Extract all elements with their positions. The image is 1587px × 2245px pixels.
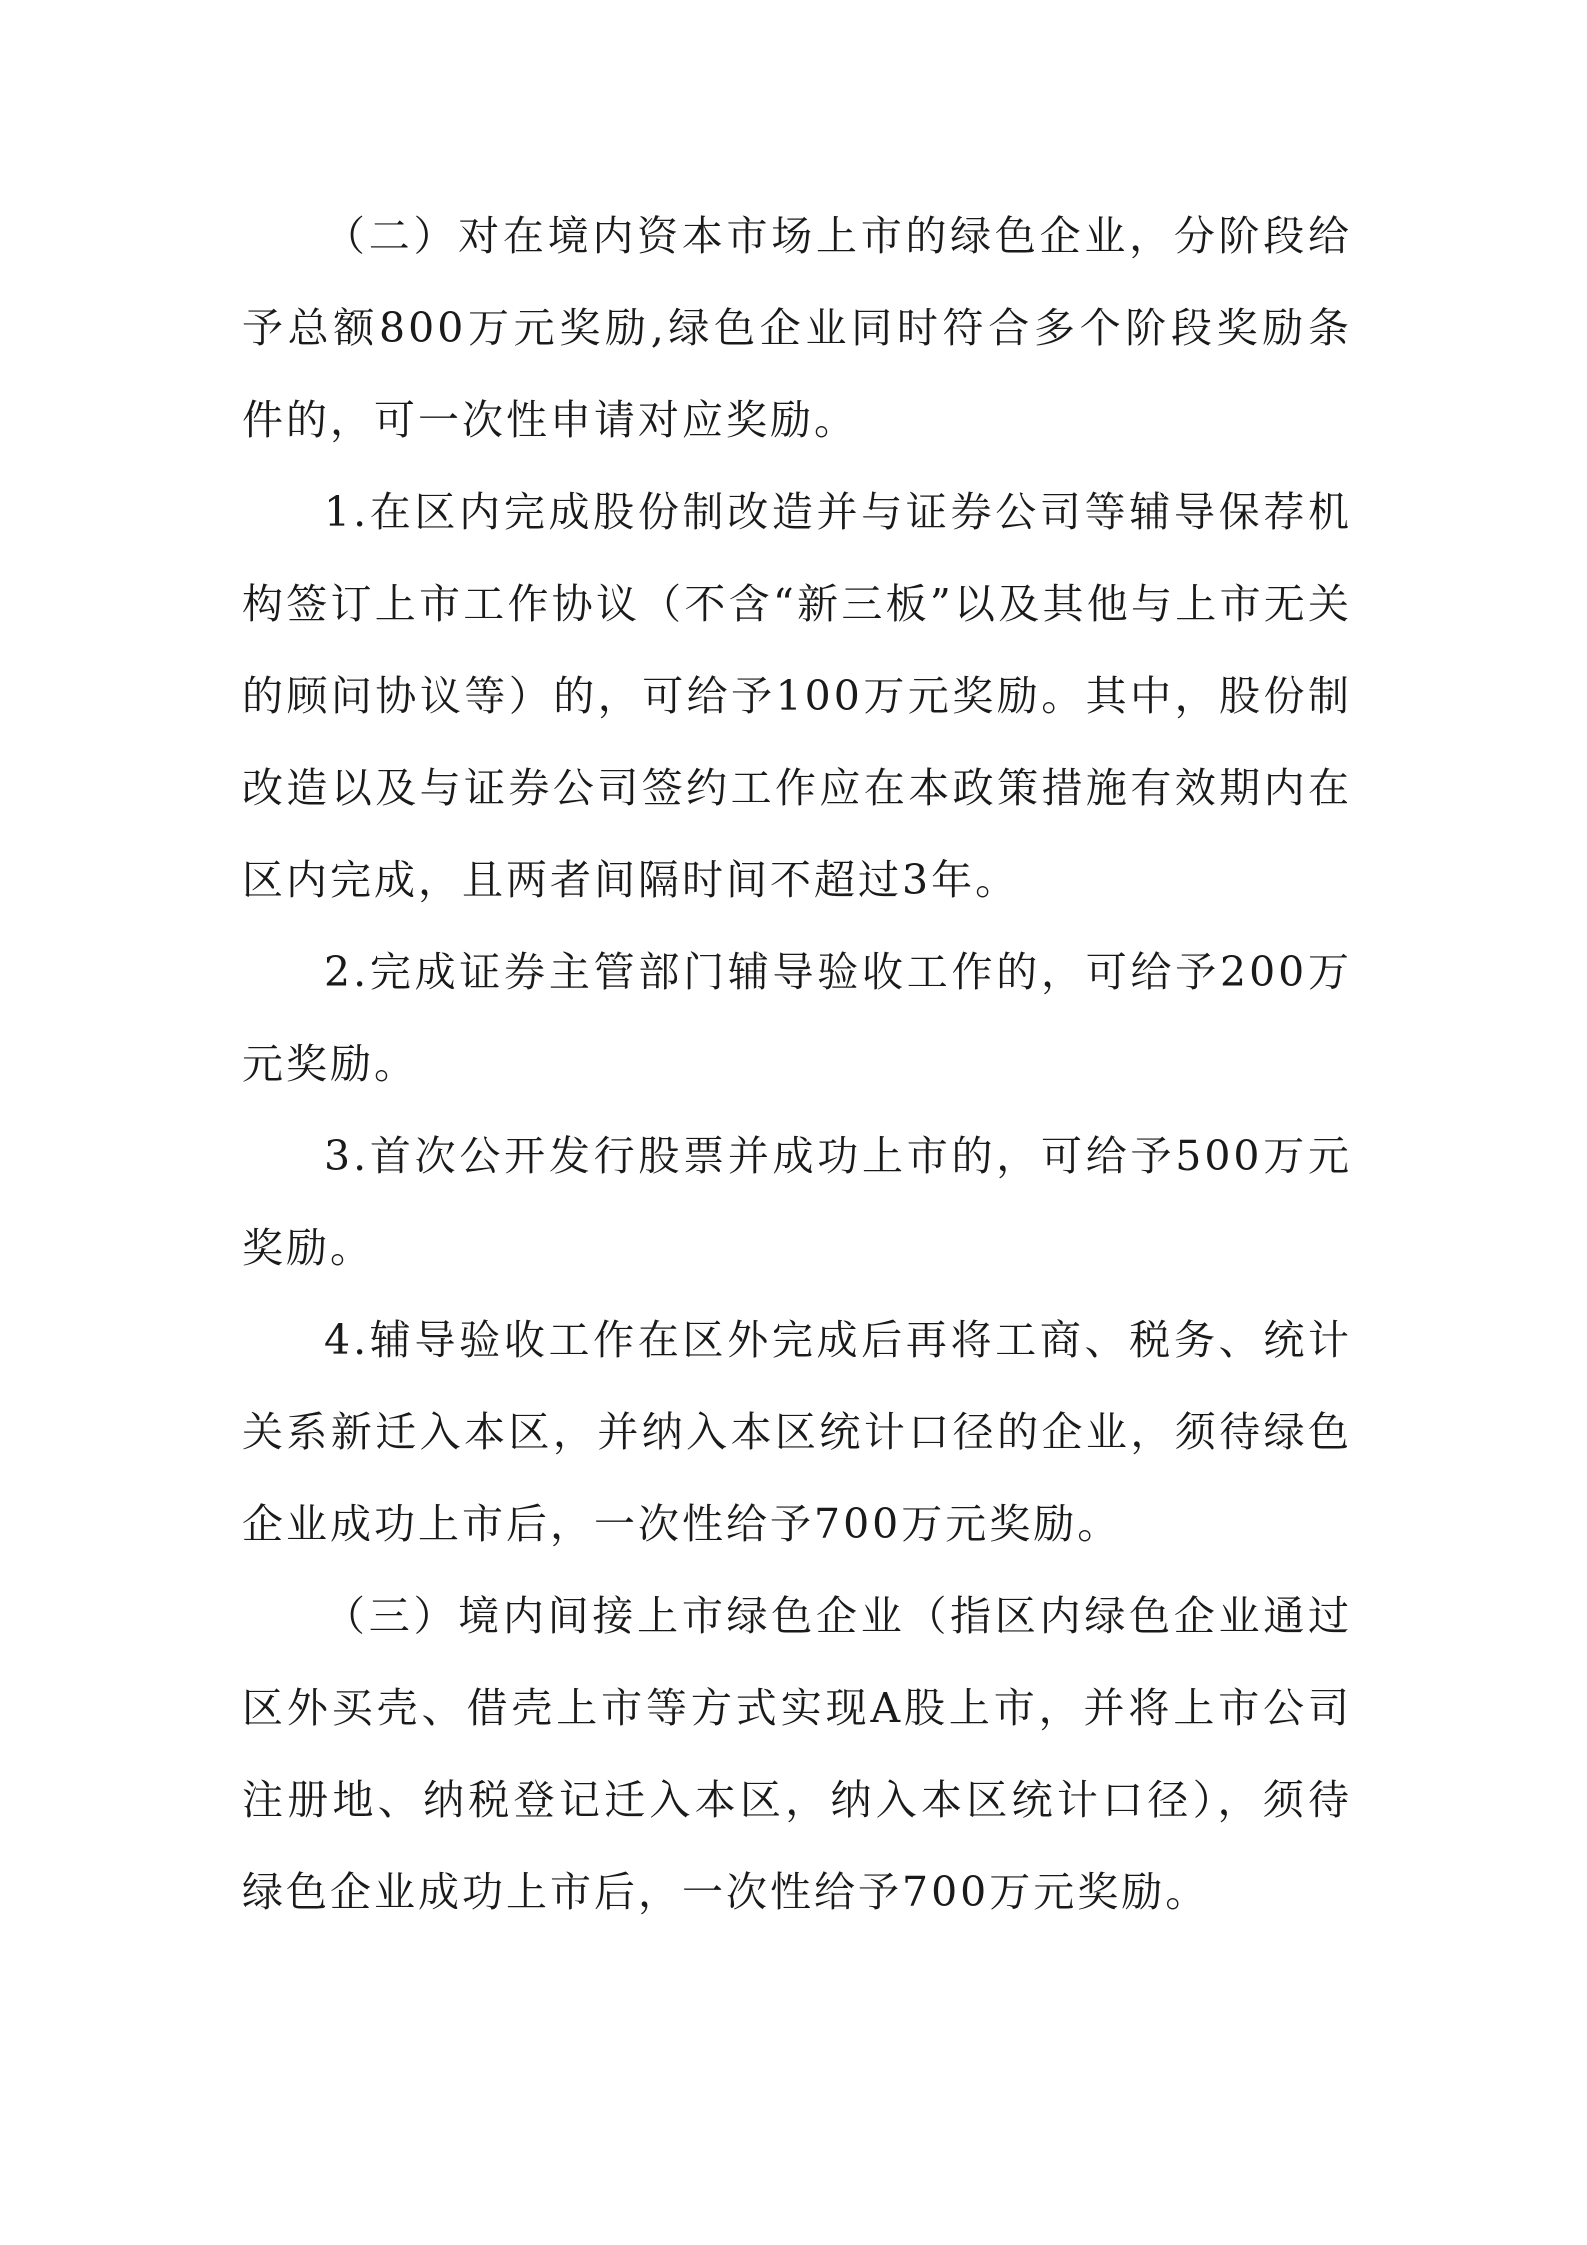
paragraph-item-1: 1.在区内完成股份制改造并与证券公司等辅导保荐机构签订上市工作协议（不含“新三板”以及其他与上市无关的顾问协议等）的，可给予100万元奖励。其中，股份制改造以及与证券公司签约工作应在本政策措施有效期内在区内完成，且两者间隔时间不超过3年。 [242,488,1352,904]
paragraph-item-3: 3.首次公开发行股票并成功上市的，可给予500万元奖励。 [242,1132,1352,1272]
paragraph-item-4: 4.辅导验收工作在区外完成后再将工商、税务、统计关系新迁入本区，并纳入本区统计口径的企业，须待绿色企业成功上市后，一次性给予700万元奖励。 [242,1316,1352,1548]
paragraph-item-2: 2.完成证券主管部门辅导验收工作的，可给予200万元奖励。 [242,948,1352,1088]
paragraph-section-three: （三）境内间接上市绿色企业（指区内绿色企业通过区外买壳、借壳上市等方式实现A股上市，并将上市公司注册地、纳税登记迁入本区，纳入本区统计口径），须待绿色企业成功上市后，一次性给予700万元奖励。 [242,1592,1352,1916]
document-body [242,190,1352,1938]
paragraph-section-two: （二）对在境内资本市场上市的绿色企业，分阶段给予总额800万元奖励,绿色企业同时符合多个阶段奖励条件的，可一次性申请对应奖励。 [242,212,1352,444]
